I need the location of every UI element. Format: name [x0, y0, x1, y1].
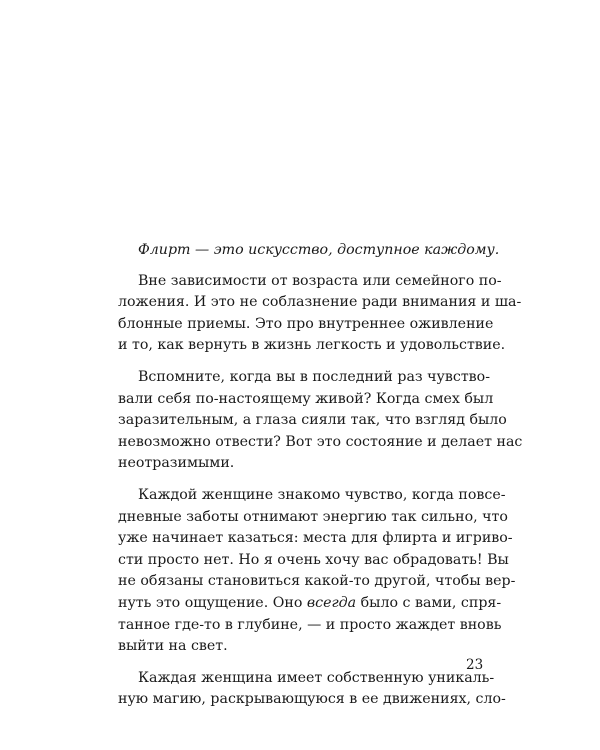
text-line: заразительным, а глаза сияли так, что взгляд было — [118, 412, 507, 429]
text-line: Вне зависимости от возраста или семейного по- — [138, 272, 502, 289]
text-line: невозможно отвести? Вот это состояние и делает нас — [118, 433, 523, 450]
text-line: ложения. И это не соблазнение ради внимания и ша- — [118, 294, 522, 311]
text-line-with-emphasis — [118, 593, 502, 615]
text-line: танное где-то в глубине, — и просто жаждет вновь — [118, 616, 502, 633]
text-line: сти просто нет. Но я очень хочу вас обрадовать! Вы — [118, 551, 509, 568]
text-line: уже начинает казаться: места для флирта и игриво- — [118, 530, 513, 547]
text-line: блонные приемы. Это про внутреннее оживление — [118, 315, 494, 332]
text-segment: нуть это ощущение. Оно — [118, 594, 307, 611]
text-line: Вспомните, когда вы в последний раз чувство- — [138, 368, 490, 385]
text-line: дневные заботы отнимают энергию так сильно, что — [118, 508, 508, 525]
text-line: Каждая женщина имеет собственную уникаль- — [138, 669, 495, 686]
text-line: не обязаны становиться какой-то другой, чтобы вер- — [118, 573, 516, 590]
text-line: и то, как вернуть в жизнь легкость и удовольствие. — [118, 337, 506, 354]
text-line: Каждой женщине знакомо чувство, когда повсе- — [138, 486, 506, 503]
page-number: 23 — [466, 657, 484, 673]
text-segment: было с вами, спря- — [360, 594, 502, 611]
paragraph-4 — [118, 668, 506, 711]
text-line: выйти на свет. — [118, 638, 228, 655]
text-line: ную магию, раскрывающуюся в ее движениях, сло- — [118, 691, 506, 708]
paragraph-3 — [118, 485, 516, 658]
paragraph-1 — [118, 271, 522, 357]
paragraph-2 — [118, 367, 523, 475]
text-line: неотразимыми. — [118, 455, 235, 472]
text-line: вали себя по-настоящему живой? Когда смех был — [118, 390, 494, 407]
epigraph: Флирт — это искусство, доступное каждому. — [138, 242, 500, 258]
emphasis-word: всегда — [306, 594, 357, 611]
